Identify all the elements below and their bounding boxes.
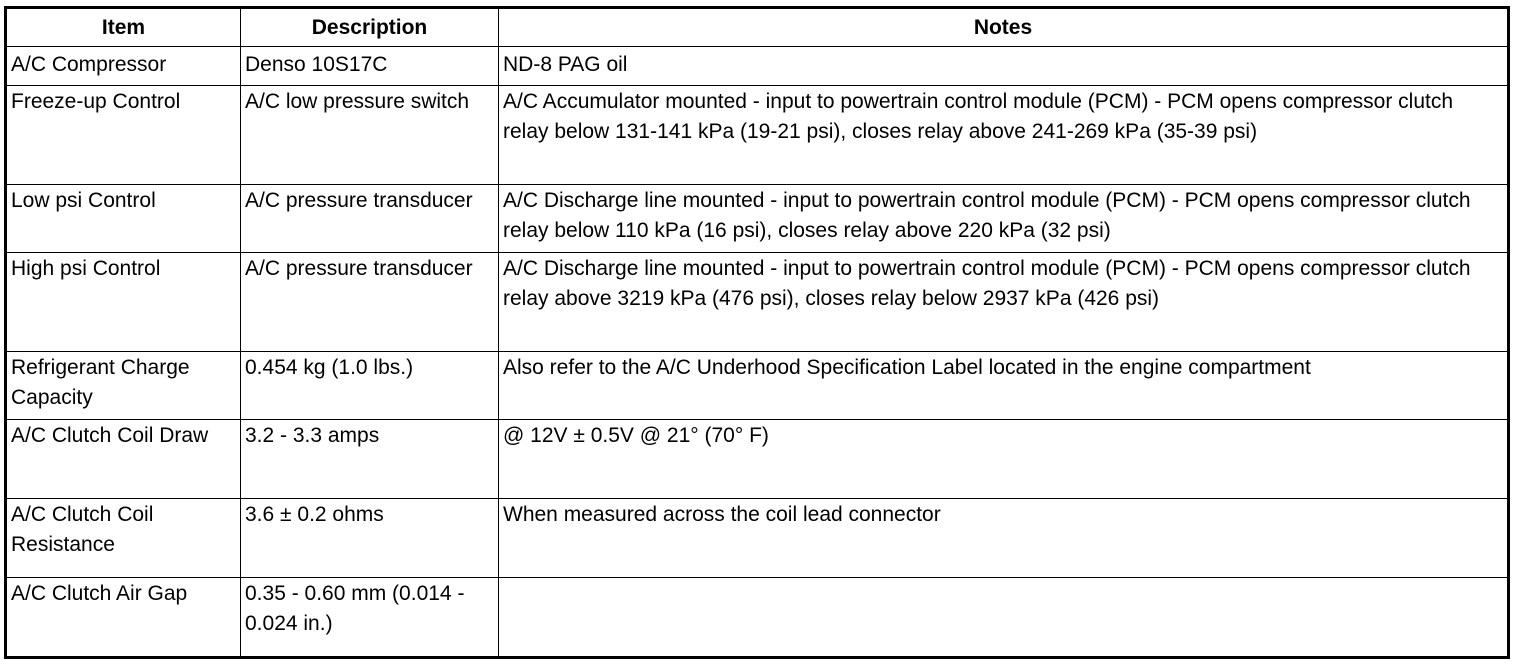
- cell-description: A/C pressure transducer: [241, 184, 499, 252]
- cell-description: 3.6 ± 0.2 ohms: [241, 499, 499, 578]
- cell-item: Refrigerant Charge Capacity: [6, 352, 241, 420]
- cell-description: 3.2 - 3.3 amps: [241, 420, 499, 499]
- cell-description: 0.35 - 0.60 mm (0.014 - 0.024 in.): [241, 578, 499, 658]
- cell-notes: A/C Discharge line mounted - input to powertrain control module (PCM) - PCM opens compressor clutch relay below 110 kPa (16 psi), closes relay above 220 kPa (32 psi): [499, 184, 1509, 252]
- table-header-row: [6, 8, 1509, 47]
- cell-item: Freeze-up Control: [6, 86, 241, 185]
- header-description: Description: [241, 8, 499, 47]
- cell-notes: ND-8 PAG oil: [499, 47, 1509, 86]
- cell-description: Denso 10S17C: [241, 47, 499, 86]
- cell-description: A/C pressure transducer: [241, 252, 499, 352]
- cell-item: High psi Control: [6, 252, 241, 352]
- table-row: [6, 184, 1509, 252]
- cell-item: A/C Compressor: [6, 47, 241, 86]
- table-row: [6, 86, 1509, 185]
- cell-notes: A/C Accumulator mounted - input to powertrain control module (PCM) - PCM opens compressor clutch relay below 131-141 kPa (19-21 psi), closes relay above 241-269 kPa (35-39 psi): [499, 86, 1509, 185]
- table-row: [6, 47, 1509, 86]
- cell-notes: A/C Discharge line mounted - input to powertrain control module (PCM) - PCM opens compressor clutch relay above 3219 kPa (476 psi), closes relay below 2937 kPa (426 psi): [499, 252, 1509, 352]
- cell-item: Low psi Control: [6, 184, 241, 252]
- cell-item: A/C Clutch Coil Resistance: [6, 499, 241, 578]
- cell-notes: When measured across the coil lead connector: [499, 499, 1509, 578]
- cell-notes: Also refer to the A/C Underhood Specification Label located in the engine compartment: [499, 352, 1509, 420]
- table-row: [6, 499, 1509, 578]
- cell-item: A/C Clutch Air Gap: [6, 578, 241, 658]
- cell-notes: @ 12V ± 0.5V @ 21° (70° F): [499, 420, 1509, 499]
- table-row: [6, 352, 1509, 420]
- table-row: [6, 252, 1509, 352]
- table-row: [6, 578, 1509, 658]
- specifications-table: [4, 6, 1510, 659]
- header-item: Item: [6, 8, 241, 47]
- cell-notes: [499, 578, 1509, 658]
- table-row: [6, 420, 1509, 499]
- cell-description: A/C low pressure switch: [241, 86, 499, 185]
- cell-description: 0.454 kg (1.0 lbs.): [241, 352, 499, 420]
- cell-item: A/C Clutch Coil Draw: [6, 420, 241, 499]
- header-notes: Notes: [499, 8, 1509, 47]
